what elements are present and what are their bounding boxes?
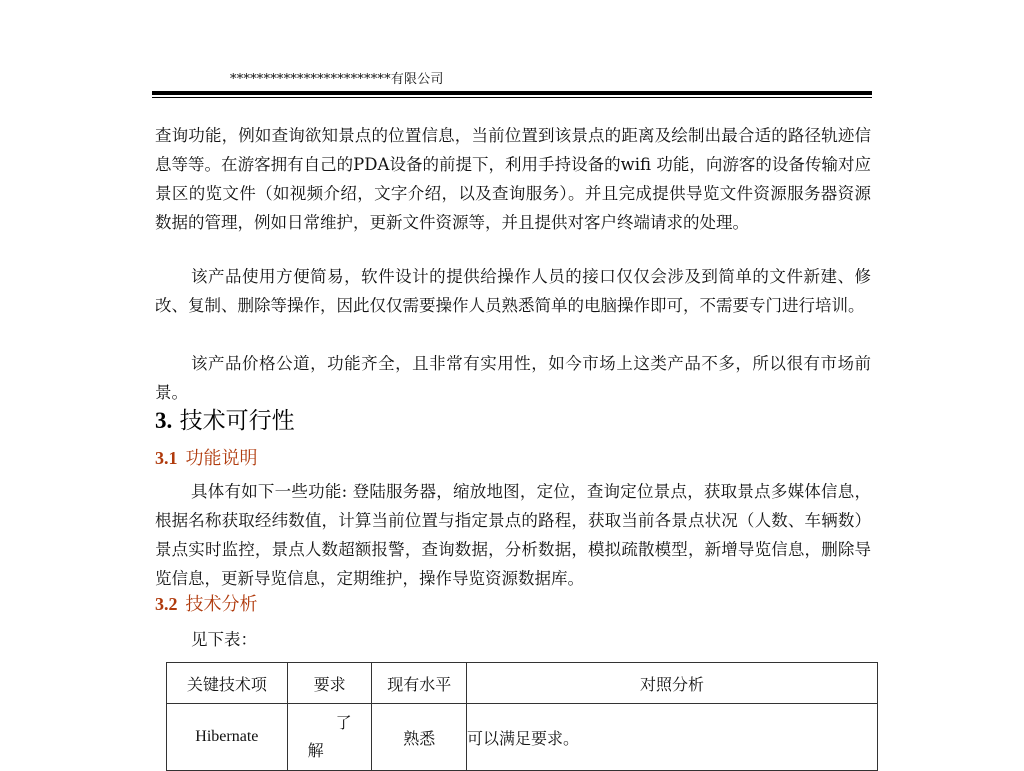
table-cell-analysis: 可以满足要求。 — [467, 704, 878, 771]
subsection-title: 技术分析 — [185, 594, 258, 615]
paragraph-function-list: 具体有如下一些功能: 登陆服务器，缩放地图，定位，查询定位景点，获取景点多媒体信息，根据名称获取经纬数值，计算当前位置与指定景点的路程，获取当前各景点状况（人数、车辆数）景点实时监控，景点人数超额报警，查询数据，分析数据，模拟疏散模型，新增导览信息，删除导览信息，更新导览信息，定期维护，操作导览资源数据库。 — [155, 482, 871, 588]
subsection-number: 3.1 — [155, 448, 178, 468]
table-cell-level: 熟悉 — [372, 704, 467, 771]
section-heading-technical-feasibility — [155, 402, 295, 435]
table-header-cell: 关键技术项 — [167, 663, 288, 704]
technical-analysis-table — [166, 662, 878, 771]
section-number: 3. — [155, 408, 173, 433]
requirement-text-part2: 解 — [307, 741, 324, 760]
paragraph-intro-continued: 查询功能，例如查询欲知景点的位置信息，当前位置到该景点的距离及绘制出最合适的路径轨迹信息等等。在游客拥有自己的PDA设备的前提下，利用手持设备的wifi 功能，向游客的设备传输对应景区的览文件（如视频介绍，文字介绍，以及查询服务）。并且完成提供导览文件资源服务器资源数据的管理，例如日常维护，更新文件资源等，并且提供对客户终端请求的处理。 — [155, 126, 871, 232]
table-header-row — [167, 663, 878, 704]
header-rule-thin — [152, 97, 872, 98]
table-cell-tech: Hibernate — [167, 704, 288, 771]
requirement-text-part1: 了 — [335, 713, 352, 732]
table-row — [167, 704, 878, 771]
table-header-cell: 现有水平 — [372, 663, 467, 704]
paragraph-see-table: 见下表： — [191, 630, 257, 649]
header-rule-thick — [152, 91, 872, 95]
paragraph-price: 该产品价格公道，功能齐全，且非常有实用性，如今市场上这类产品不多，所以很有市场前景。 — [155, 354, 871, 402]
table-cell-requirement — [287, 704, 372, 771]
paragraph-ease-of-use: 该产品使用方便简易，软件设计的提供给操作人员的接口仅仅会涉及到简单的文件新建、修改、复制、删除等操作，因此仅仅需要操作人员熟悉简单的电脑操作即可，不需要专门进行培训。 — [155, 267, 871, 315]
section-title: 技术可行性 — [179, 408, 295, 434]
table-header-cell: 对照分析 — [467, 663, 878, 704]
subsection-title: 功能说明 — [185, 448, 258, 469]
page-header-company: ************************有限公司 — [230, 72, 444, 87]
table-header-cell: 要求 — [287, 663, 372, 704]
subsection-heading-technical-analysis — [155, 590, 258, 616]
subsection-number: 3.2 — [155, 594, 178, 614]
subsection-heading-function-description — [155, 444, 258, 470]
